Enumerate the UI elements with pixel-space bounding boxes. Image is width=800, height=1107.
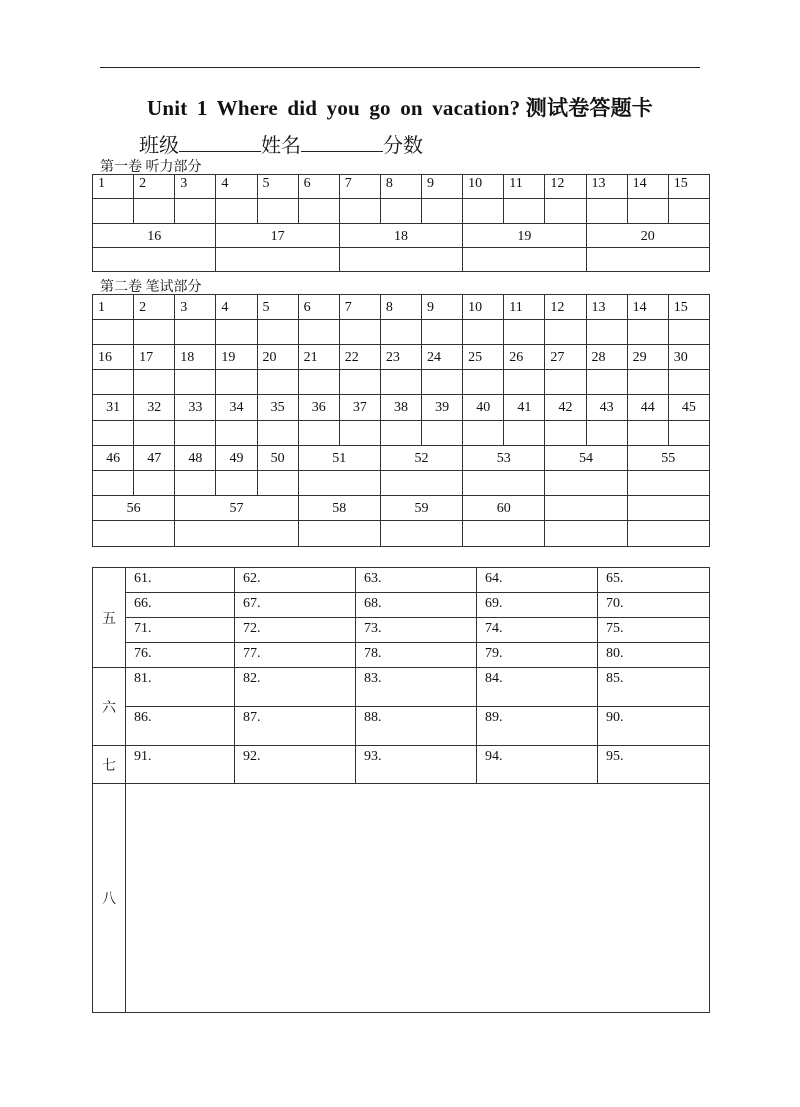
answer-field[interactable]: 87.: [235, 707, 356, 746]
answer-cell[interactable]: [380, 370, 421, 395]
answer-cell[interactable]: [216, 471, 257, 496]
listening-number-row: [93, 175, 710, 199]
answer-field[interactable]: 84.: [477, 668, 598, 707]
written-answers-table: [92, 567, 710, 1013]
answer-cell[interactable]: [463, 199, 504, 224]
question-number: 53: [463, 446, 545, 471]
answer-field[interactable]: 78.: [356, 643, 477, 668]
answer-field[interactable]: 80.: [598, 643, 710, 668]
question-number: 34: [216, 395, 257, 421]
answer-cell[interactable]: [545, 471, 627, 496]
question-number: 20: [257, 345, 298, 370]
question-number: 11: [504, 295, 545, 320]
question-number: 12: [545, 175, 586, 199]
section-label-seven: 七: [93, 746, 126, 784]
answer-field[interactable]: 66.: [126, 593, 235, 618]
question-number: 1: [93, 175, 134, 199]
question-number: 52: [380, 446, 462, 471]
answer-field[interactable]: 72.: [235, 618, 356, 643]
answer-cell[interactable]: [339, 370, 380, 395]
section-five-row: [93, 568, 710, 593]
writing-number-row: [93, 345, 710, 370]
answer-cell[interactable]: [504, 421, 545, 446]
empty-cell: [545, 496, 627, 521]
question-number: 10: [463, 175, 504, 199]
answer-cell[interactable]: [175, 320, 216, 345]
question-number: 18: [175, 345, 216, 370]
answer-cell[interactable]: [257, 471, 298, 496]
answer-cell[interactable]: [668, 199, 709, 224]
answer-cell[interactable]: [380, 199, 421, 224]
answer-cell[interactable]: [422, 421, 463, 446]
question-number: 9: [422, 175, 463, 199]
writing-answer-row: [93, 370, 710, 395]
answer-cell[interactable]: [627, 471, 709, 496]
answer-cell[interactable]: [339, 421, 380, 446]
answer-cell[interactable]: [545, 370, 586, 395]
question-number: 14: [627, 175, 668, 199]
answer-cell[interactable]: [216, 370, 257, 395]
answer-field[interactable]: 62.: [235, 568, 356, 593]
answer-cell[interactable]: [134, 471, 175, 496]
question-number: 54: [545, 446, 627, 471]
question-number: 5: [257, 295, 298, 320]
question-number: 18: [339, 224, 462, 248]
question-number: 50: [257, 446, 298, 471]
question-number: 58: [298, 496, 380, 521]
section-label-eight: 八: [93, 784, 126, 1013]
answer-cell[interactable]: [627, 370, 668, 395]
answer-field[interactable]: 64.: [477, 568, 598, 593]
question-number: 36: [298, 395, 339, 421]
answer-field[interactable]: 79.: [477, 643, 598, 668]
title-chinese: 测试卷答题卡: [520, 96, 654, 120]
answer-cell[interactable]: [422, 199, 463, 224]
answer-cell[interactable]: [216, 320, 257, 345]
question-number: 47: [134, 446, 175, 471]
answer-cell[interactable]: [93, 521, 175, 547]
answer-cell[interactable]: [504, 370, 545, 395]
answer-cell[interactable]: [463, 248, 586, 272]
answer-field[interactable]: 82.: [235, 668, 356, 707]
question-number: 17: [216, 224, 339, 248]
section-five-row: [93, 618, 710, 643]
answer-cell[interactable]: [545, 199, 586, 224]
question-number: 17: [134, 345, 175, 370]
question-number: 7: [339, 295, 380, 320]
answer-field[interactable]: 77.: [235, 643, 356, 668]
question-number: 22: [339, 345, 380, 370]
question-number: 4: [216, 295, 257, 320]
answer-field[interactable]: 88.: [356, 707, 477, 746]
answer-field[interactable]: 68.: [356, 593, 477, 618]
question-number: 16: [93, 224, 216, 248]
question-number: 8: [380, 295, 421, 320]
empty-cell: [627, 521, 709, 547]
answer-cell[interactable]: [298, 370, 339, 395]
answer-cell[interactable]: [257, 370, 298, 395]
listening-answer-table: [92, 174, 710, 272]
question-number: 25: [463, 345, 504, 370]
answer-field[interactable]: 63.: [356, 568, 477, 593]
answer-field[interactable]: 95.: [598, 746, 710, 784]
writing-number-row: [93, 446, 710, 471]
writing-number-row: [93, 295, 710, 320]
answer-cell[interactable]: [93, 199, 134, 224]
question-number: 49: [216, 446, 257, 471]
answer-cell[interactable]: [545, 421, 586, 446]
answer-cell[interactable]: [586, 370, 627, 395]
question-number: 35: [257, 395, 298, 421]
writing-answer-table: [92, 294, 710, 547]
empty-cell: [545, 521, 627, 547]
writing-answer-row: [93, 471, 710, 496]
question-number: 9: [422, 295, 463, 320]
answer-cell[interactable]: [380, 471, 462, 496]
answer-cell[interactable]: [463, 521, 545, 547]
answer-field[interactable]: 73.: [356, 618, 477, 643]
question-number: 3: [175, 175, 216, 199]
answer-cell[interactable]: [175, 521, 298, 547]
question-number: 57: [175, 496, 298, 521]
question-number: 51: [298, 446, 380, 471]
question-number: 40: [463, 395, 504, 421]
question-number: 27: [545, 345, 586, 370]
answer-cell[interactable]: [298, 421, 339, 446]
answer-cell[interactable]: [463, 421, 504, 446]
question-number: 10: [463, 295, 504, 320]
question-number: 32: [134, 395, 175, 421]
answer-cell[interactable]: [586, 421, 627, 446]
question-number: 30: [668, 345, 709, 370]
student-info-line: [139, 129, 423, 158]
answer-cell[interactable]: [627, 199, 668, 224]
section-eight-row: [93, 784, 710, 1013]
question-number: 31: [93, 395, 134, 421]
question-number: 56: [93, 496, 175, 521]
answer-field[interactable]: 69.: [477, 593, 598, 618]
question-number: 3: [175, 295, 216, 320]
question-number: 20: [586, 224, 709, 248]
name-label: 姓名: [261, 135, 301, 157]
answer-field[interactable]: 81.: [126, 668, 235, 707]
writing-area[interactable]: [126, 784, 710, 1013]
answer-field[interactable]: 75.: [598, 618, 710, 643]
answer-cell[interactable]: [93, 421, 134, 446]
answer-field[interactable]: 83.: [356, 668, 477, 707]
answer-field[interactable]: 74.: [477, 618, 598, 643]
answer-cell[interactable]: [175, 471, 216, 496]
top-rule: [100, 67, 700, 68]
answer-field[interactable]: 92.: [235, 746, 356, 784]
answer-field[interactable]: 61.: [126, 568, 235, 593]
section-seven-row: [93, 746, 710, 784]
answer-cell[interactable]: [380, 421, 421, 446]
question-number: 7: [339, 175, 380, 199]
answer-cell[interactable]: [257, 199, 298, 224]
answer-cell[interactable]: [175, 421, 216, 446]
question-number: 19: [216, 345, 257, 370]
answer-field[interactable]: 71.: [126, 618, 235, 643]
section-six-row: [93, 668, 710, 707]
question-number: 14: [627, 295, 668, 320]
question-number: 37: [339, 395, 380, 421]
question-number: 2: [134, 175, 175, 199]
answer-field[interactable]: 65.: [598, 568, 710, 593]
answer-cell[interactable]: [298, 199, 339, 224]
name-blank[interactable]: [301, 135, 383, 152]
question-number: 44: [627, 395, 668, 421]
question-number: 38: [380, 395, 421, 421]
answer-cell[interactable]: [257, 320, 298, 345]
empty-cell: [627, 496, 709, 521]
section-label-six: 六: [93, 668, 126, 746]
answer-cell[interactable]: [668, 370, 709, 395]
question-number: 2: [134, 295, 175, 320]
answer-cell[interactable]: [134, 421, 175, 446]
question-number: 13: [586, 295, 627, 320]
answer-cell[interactable]: [627, 320, 668, 345]
answer-cell[interactable]: [380, 521, 462, 547]
answer-cell[interactable]: [298, 471, 380, 496]
question-number: 6: [298, 175, 339, 199]
answer-field[interactable]: 67.: [235, 593, 356, 618]
question-number: 43: [586, 395, 627, 421]
answer-cell[interactable]: [93, 248, 216, 272]
question-number: 29: [627, 345, 668, 370]
answer-field[interactable]: 93.: [356, 746, 477, 784]
answer-cell[interactable]: [586, 248, 709, 272]
listening-number-row: [93, 224, 710, 248]
answer-cell[interactable]: [134, 370, 175, 395]
question-number: 15: [668, 295, 709, 320]
answer-cell[interactable]: [339, 199, 380, 224]
part1-label: 第一卷 听力部分: [100, 160, 202, 175]
question-number: 19: [463, 224, 586, 248]
question-number: 5: [257, 175, 298, 199]
question-number: 28: [586, 345, 627, 370]
answer-cell[interactable]: [339, 248, 462, 272]
page-title: [0, 92, 800, 122]
section-five-row: [93, 643, 710, 668]
answer-cell[interactable]: [175, 199, 216, 224]
answer-cell[interactable]: [504, 320, 545, 345]
answer-cell[interactable]: [545, 320, 586, 345]
answer-field[interactable]: 76.: [126, 643, 235, 668]
score-label: 分数: [383, 135, 423, 157]
writing-answer-row: [93, 521, 710, 547]
answer-field[interactable]: 70.: [598, 593, 710, 618]
question-number: 4: [216, 175, 257, 199]
question-number: 16: [93, 345, 134, 370]
answer-cell[interactable]: [463, 370, 504, 395]
answer-field[interactable]: 91.: [126, 746, 235, 784]
question-number: 24: [422, 345, 463, 370]
question-number: 42: [545, 395, 586, 421]
answer-cell[interactable]: [422, 370, 463, 395]
question-number: 59: [380, 496, 462, 521]
question-number: 15: [668, 175, 709, 199]
answer-cell[interactable]: [586, 320, 627, 345]
title-english: Unit 1 Where did you go on vacation?: [146, 96, 521, 120]
answer-cell[interactable]: [175, 370, 216, 395]
answer-field[interactable]: 86.: [126, 707, 235, 746]
question-number: 12: [545, 295, 586, 320]
question-number: 11: [504, 175, 545, 199]
class-blank[interactable]: [179, 135, 261, 152]
question-number: 33: [175, 395, 216, 421]
answer-cell[interactable]: [93, 320, 134, 345]
answer-cell[interactable]: [257, 421, 298, 446]
class-label: 班级: [139, 135, 179, 157]
answer-cell[interactable]: [627, 421, 668, 446]
answer-field[interactable]: 94.: [477, 746, 598, 784]
question-number: 13: [586, 175, 627, 199]
answer-cell[interactable]: [504, 199, 545, 224]
question-number: 41: [504, 395, 545, 421]
writing-answer-row: [93, 421, 710, 446]
answer-cell[interactable]: [422, 320, 463, 345]
answer-field[interactable]: 85.: [598, 668, 710, 707]
answer-cell[interactable]: [463, 320, 504, 345]
answer-cell[interactable]: [134, 199, 175, 224]
answer-cell[interactable]: [298, 320, 339, 345]
question-number: 55: [627, 446, 709, 471]
answer-cell[interactable]: [668, 320, 709, 345]
question-number: 39: [422, 395, 463, 421]
part2-label: 第二卷 笔试部分: [100, 280, 202, 295]
listening-answer-row: [93, 248, 710, 272]
writing-answer-row: [93, 320, 710, 345]
question-number: 21: [298, 345, 339, 370]
answer-cell[interactable]: [216, 199, 257, 224]
writing-number-row: [93, 496, 710, 521]
section-label-five: 五: [93, 568, 126, 668]
answer-cell[interactable]: [463, 471, 545, 496]
writing-number-row: [93, 395, 710, 421]
answer-field[interactable]: 89.: [477, 707, 598, 746]
answer-cell[interactable]: [586, 199, 627, 224]
answer-cell[interactable]: [668, 421, 709, 446]
answer-cell[interactable]: [380, 320, 421, 345]
listening-answer-row: [93, 199, 710, 224]
answer-cell[interactable]: [216, 248, 339, 272]
question-number: 26: [504, 345, 545, 370]
section-six-row: [93, 707, 710, 746]
answer-field[interactable]: 90.: [598, 707, 710, 746]
answer-cell[interactable]: [216, 421, 257, 446]
answer-cell[interactable]: [134, 320, 175, 345]
question-number: 6: [298, 295, 339, 320]
question-number: 46: [93, 446, 134, 471]
section-five-row: [93, 593, 710, 618]
question-number: 45: [668, 395, 709, 421]
question-number: 60: [463, 496, 545, 521]
question-number: 48: [175, 446, 216, 471]
answer-cell[interactable]: [298, 521, 380, 547]
answer-cell[interactable]: [339, 320, 380, 345]
question-number: 1: [93, 295, 134, 320]
question-number: 23: [380, 345, 421, 370]
answer-cell[interactable]: [93, 471, 134, 496]
answer-cell[interactable]: [93, 370, 134, 395]
question-number: 8: [380, 175, 421, 199]
